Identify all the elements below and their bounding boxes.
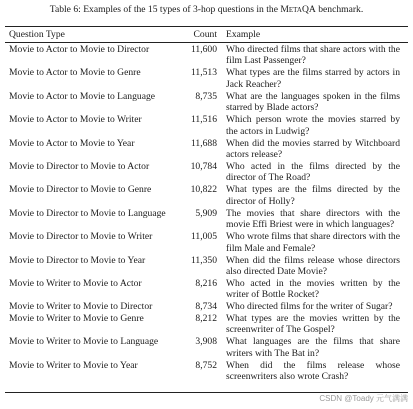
table-row: [0, 67, 413, 90]
table-row: [0, 184, 413, 207]
question-type-cell: Movie to Director to Movie to Writer: [9, 231, 153, 243]
question-type-cell: Movie to Writer to Movie to Actor: [9, 277, 142, 289]
example-cell: When did the films release whose directors also directed Date Movie?: [226, 254, 400, 277]
question-type-cell: Movie to Writer to Movie to Language: [9, 336, 159, 348]
table-row: [0, 91, 413, 114]
count-cell: 8,216: [195, 277, 217, 289]
header-count: Count: [193, 29, 217, 40]
example-cell: What types are the movies written by the screenwriter of The Gospel?: [226, 312, 400, 336]
example-cell: Which person wrote the movies starred by the actors in Ludwig?: [226, 114, 400, 137]
example-cell: When did the films release whose screenwriters also wrote Crash?: [226, 359, 400, 383]
example-cell: The movies that share directors with the movie Effi Briest were in which languages?: [226, 207, 400, 231]
header-rule: [5, 42, 408, 43]
table-row: [0, 114, 413, 137]
header-example: Example: [226, 29, 261, 40]
question-type-cell: Movie to Director to Movie to Language: [9, 207, 166, 219]
example-cell: What are the languages spoken in the films starred by Blade actors?: [226, 90, 400, 114]
count-cell: 8,734: [195, 301, 217, 313]
top-rule: [5, 26, 408, 27]
caption-suffix: benchmark.: [315, 4, 364, 15]
question-type-cell: Movie to Writer to Movie to Year: [9, 359, 138, 371]
count-cell: 10,784: [190, 160, 217, 172]
question-type-cell: Movie to Director to Movie to Year: [9, 254, 146, 266]
count-cell: 11,350: [190, 254, 217, 266]
count-cell: 8,735: [195, 90, 217, 102]
table-row: [0, 336, 413, 359]
table-row: [0, 313, 413, 336]
table-row: [0, 231, 413, 254]
example-cell: Who directed films for the writer of Sugar?: [226, 301, 393, 313]
table-body: [0, 44, 413, 383]
question-type-cell: Movie to Director to Movie to Actor: [9, 160, 150, 172]
table-row: [0, 278, 413, 301]
table-row: [0, 301, 413, 313]
count-cell: 3,908: [195, 336, 217, 348]
example-cell: Who wrote films that share directors with the film Male and Female?: [226, 231, 400, 254]
table-caption: [0, 4, 413, 16]
count-cell: 10,822: [190, 184, 217, 196]
example-cell: Who acted in the movies written by the writer of Bottle Rocket?: [226, 277, 400, 301]
table-row: [0, 208, 413, 231]
question-type-cell: Movie to Actor to Movie to Year: [9, 137, 135, 149]
question-type-cell: Movie to Director to Movie to Genre: [9, 184, 152, 196]
table-row: [0, 255, 413, 278]
example-cell: What languages are the films that share writers with The Bat in?: [226, 336, 400, 359]
count-cell: 8,752: [195, 359, 217, 371]
example-cell: What types are the films starred by actors in Jack Reacher?: [226, 67, 400, 90]
table-row: [0, 161, 413, 184]
question-type-cell: Movie to Actor to Movie to Writer: [9, 114, 142, 126]
count-cell: 11,688: [190, 137, 217, 149]
count-cell: 11,600: [190, 44, 217, 55]
question-type-cell: Movie to Actor to Movie to Genre: [9, 67, 141, 79]
question-type-cell: Movie to Actor to Movie to Language: [9, 90, 156, 102]
example-cell: Who directed films that share actors with the film Last Passenger?: [226, 44, 400, 67]
question-type-cell: Movie to Writer to Movie to Genre: [9, 312, 144, 324]
question-type-cell: Movie to Actor to Movie to Director: [9, 44, 150, 55]
table-row: [0, 360, 413, 383]
count-cell: 11,513: [190, 67, 217, 79]
example-cell: Who acted in the films directed by the director of The Road?: [226, 160, 400, 184]
watermark: CSDN @Toady 元气满满: [319, 394, 408, 403]
caption-prefix: Table 6: Examples of the 15 types of 3-hop questions in the: [49, 4, 281, 15]
count-cell: 11,516: [190, 114, 217, 126]
benchmark-name: MetaQA: [280, 4, 316, 15]
table-row: [0, 138, 413, 161]
example-cell: What types are the films directed by the director of Holly?: [226, 184, 400, 207]
count-cell: 5,909: [195, 207, 217, 219]
table-row: [0, 44, 413, 67]
count-cell: 11,005: [190, 231, 217, 243]
table-header: [0, 29, 413, 41]
question-type-cell: Movie to Writer to Movie to Director: [9, 301, 153, 313]
example-cell: When did the movies starred by Witchboard actors release?: [226, 137, 400, 160]
count-cell: 8,212: [195, 312, 217, 324]
header-question-type: Question Type: [9, 29, 65, 40]
